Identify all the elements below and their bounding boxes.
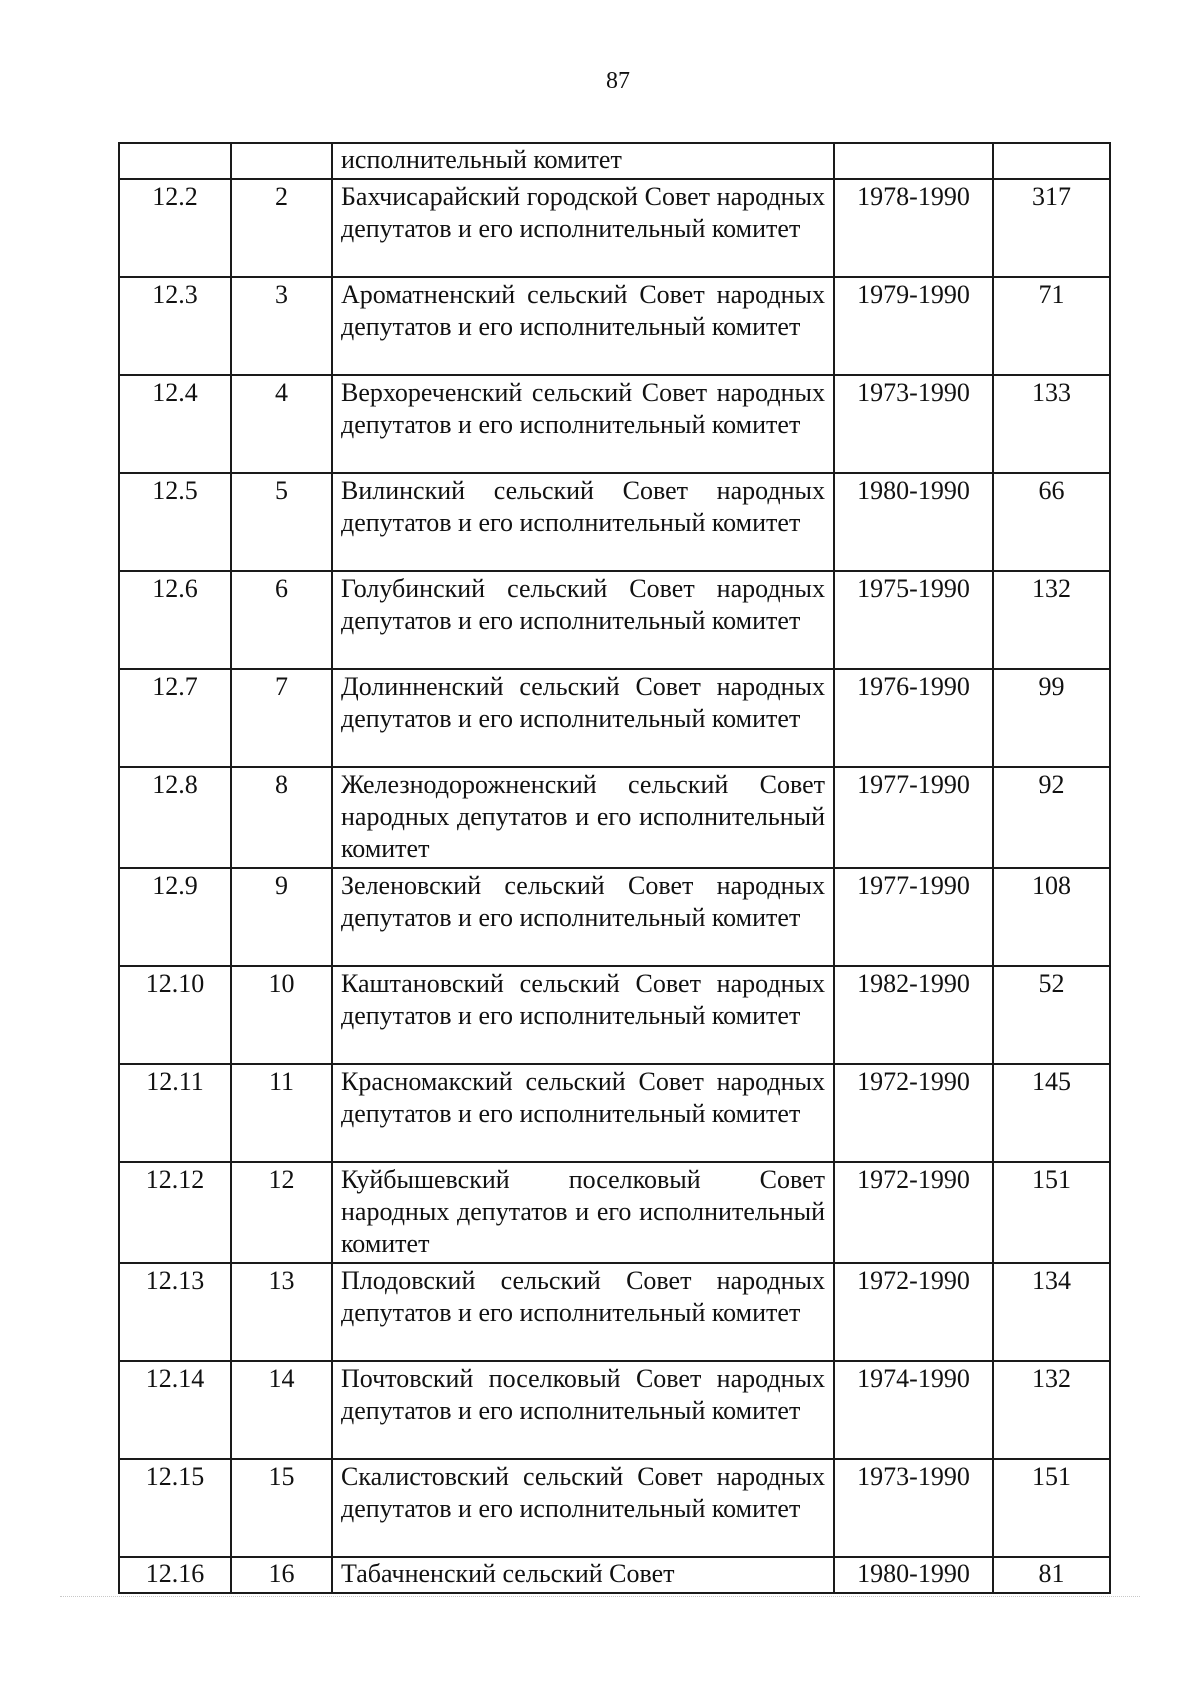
table-row [119,1064,1110,1162]
cell-count: 99 [993,669,1110,767]
cell-years: 1972-1990 [834,1064,993,1162]
cell-name: Бахчисарайский городской Совет народных депутатов и его исполнительный комитет [332,179,834,277]
cell-index: 12.8 [119,767,231,868]
table-row [119,473,1110,571]
cell-name: Ароматненский сельский Совет народных депутатов и его исполнительный комитет [332,277,834,375]
cell-years: 1980-1990 [834,473,993,571]
table-row [119,1162,1110,1263]
cell-index: 12.15 [119,1459,231,1557]
cell-years: 1973-1990 [834,375,993,473]
table-row [119,179,1110,277]
cell-number: 11 [231,1064,332,1162]
cell-name: Вилинский сельский Совет народных депутатов и его исполнительный комитет [332,473,834,571]
cell-index: 12.14 [119,1361,231,1459]
cell-number: 14 [231,1361,332,1459]
cell-count: 145 [993,1064,1110,1162]
table-row [119,277,1110,375]
cell-name: Красномакский сельский Совет народных депутатов и его исполнительный комитет [332,1064,834,1162]
cell-years: 1972-1990 [834,1263,993,1361]
cell-years: 1978-1990 [834,179,993,277]
cell-years: 1980-1990 [834,1557,993,1593]
cell-name: Верхореченский сельский Совет народных депутатов и его исполнительный комитет [332,375,834,473]
cell-number: 16 [231,1557,332,1593]
cell-years: 1982-1990 [834,966,993,1064]
cell-index: 12.13 [119,1263,231,1361]
cell-index: 12.12 [119,1162,231,1263]
cell-number: 13 [231,1263,332,1361]
cell-index: 12.11 [119,1064,231,1162]
table-row [119,1361,1110,1459]
cell-number [231,143,332,179]
cell-number: 6 [231,571,332,669]
cell-name: Долинненский сельский Совет народных депутатов и его исполнительный комитет [332,669,834,767]
cell-number: 10 [231,966,332,1064]
table-row [119,1263,1110,1361]
cell-index [119,143,231,179]
cell-index: 12.3 [119,277,231,375]
table-row [119,375,1110,473]
cell-count: 52 [993,966,1110,1064]
cell-years: 1972-1990 [834,1162,993,1263]
cell-number: 9 [231,868,332,966]
cell-name: Железнодорожненский сельский Совет народных депутатов и его исполнительный комитет [332,767,834,868]
cell-years: 1976-1990 [834,669,993,767]
cell-count: 71 [993,277,1110,375]
cell-count: 92 [993,767,1110,868]
cell-count [993,143,1110,179]
cell-name: Зеленовский сельский Совет народных депутатов и его исполнительный комитет [332,868,834,966]
cell-count: 133 [993,375,1110,473]
cell-years: 1973-1990 [834,1459,993,1557]
register-table [118,142,1111,1594]
cell-count: 317 [993,179,1110,277]
cell-name: Плодовский сельский Совет народных депутатов и его исполнительный комитет [332,1263,834,1361]
table-row [119,1459,1110,1557]
continuation-row [119,143,1110,179]
cell-count: 134 [993,1263,1110,1361]
cell-index: 12.2 [119,179,231,277]
cell-index: 12.4 [119,375,231,473]
table-row [119,571,1110,669]
cell-index: 12.9 [119,868,231,966]
cell-number: 5 [231,473,332,571]
cell-count: 151 [993,1162,1110,1263]
cell-years: 1975-1990 [834,571,993,669]
cell-number: 7 [231,669,332,767]
scan-artifact-line [60,1596,1140,1598]
cell-index: 12.16 [119,1557,231,1593]
cell-index: 12.10 [119,966,231,1064]
last-table-row [119,1557,1110,1593]
cell-count: 151 [993,1459,1110,1557]
cell-name: Голубинский сельский Совет народных депутатов и его исполнительный комитет [332,571,834,669]
cell-name: исполнительный комитет [332,143,834,179]
cell-name: Каштановский сельский Совет народных депутатов и его исполнительный комитет [332,966,834,1064]
cell-number: 15 [231,1459,332,1557]
cell-number: 2 [231,179,332,277]
cell-count: 108 [993,868,1110,966]
cell-index: 12.6 [119,571,231,669]
cell-years: 1974-1990 [834,1361,993,1459]
page-number: 87 [606,68,630,94]
table-row [119,767,1110,868]
table-body [119,143,1110,1593]
cell-number: 8 [231,767,332,868]
cell-name: Почтовский поселковый Совет народных депутатов и его исполнительный комитет [332,1361,834,1459]
table-row [119,966,1110,1064]
cell-name: Скалистовский сельский Совет народных депутатов и его исполнительный комитет [332,1459,834,1557]
cell-count: 66 [993,473,1110,571]
cell-index: 12.5 [119,473,231,571]
cell-years: 1979-1990 [834,277,993,375]
cell-index: 12.7 [119,669,231,767]
cell-years [834,143,993,179]
cell-years: 1977-1990 [834,767,993,868]
cell-count: 132 [993,571,1110,669]
cell-count: 81 [993,1557,1110,1593]
cell-years: 1977-1990 [834,868,993,966]
cell-name: Табачненский сельский Совет [332,1557,834,1593]
table-row [119,669,1110,767]
cell-number: 3 [231,277,332,375]
cell-name: Куйбышевский поселковый Совет народных депутатов и его исполнительный комитет [332,1162,834,1263]
table-row [119,868,1110,966]
cell-number: 12 [231,1162,332,1263]
cell-number: 4 [231,375,332,473]
cell-count: 132 [993,1361,1110,1459]
